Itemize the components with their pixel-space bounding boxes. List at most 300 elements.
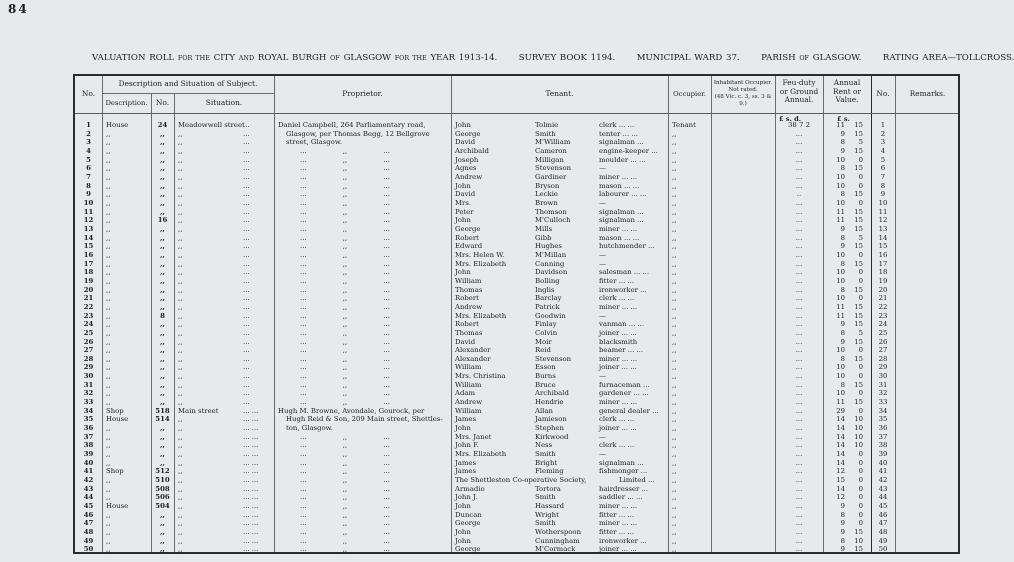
tenant-first-name: Andrew <box>455 398 483 407</box>
situation-dots: ... <box>243 380 250 389</box>
tenant-occupation: miner ... ... <box>599 502 638 511</box>
rent-pounds: 10 <box>836 181 845 190</box>
header-inhabitant-line1: Inhabitant Occupier. <box>713 80 773 86</box>
rent-pounds: 8 <box>840 164 845 173</box>
description: ,, <box>106 328 111 337</box>
proprietor-ditto: ... ,, ... <box>300 224 390 233</box>
proprietor-ditto: ... ,, ... <box>300 484 390 493</box>
house-number: ,, <box>160 450 165 459</box>
situation-dots: ... <box>243 129 250 138</box>
rent-pounds: 8 <box>840 536 845 545</box>
rent-pounds: 9 <box>840 146 845 155</box>
row-number: 49 <box>83 536 94 545</box>
occupier: ,, <box>672 415 677 424</box>
situation: ,, <box>178 224 183 233</box>
feu-duty: ... <box>795 432 803 441</box>
rent-pounds: 10 <box>836 363 845 372</box>
row-number-right: 32 <box>878 389 888 398</box>
header-situation: Situation. <box>205 98 243 107</box>
situation-dots: ... <box>243 224 250 233</box>
tenant-occupation: fitter ... ... <box>599 276 635 285</box>
house-number: ,, <box>160 363 165 372</box>
house-number: ,, <box>160 164 165 173</box>
header-rent-line3: Value. <box>835 95 859 104</box>
rent-shillings: 0 <box>858 268 863 277</box>
feu-duty: ... <box>795 519 803 528</box>
table-row <box>75 199 958 208</box>
feu-duty: ... <box>795 181 803 190</box>
description: ,, <box>106 311 111 320</box>
situation-dots: ... ... <box>243 432 259 441</box>
house-number: ,, <box>160 320 165 329</box>
tenant-occupation: moulder ... ... <box>599 155 646 164</box>
proprietor-ditto: ... ,, ... <box>300 190 390 199</box>
tenant-first-name: John <box>455 216 471 225</box>
rent-shillings: 0 <box>858 172 863 181</box>
occupier: ,, <box>672 476 677 485</box>
rating-area: RATING AREA—TOLLCROSS. <box>882 53 1014 63</box>
rent-pounds: 14 <box>836 484 845 493</box>
tenant-first-name: William <box>455 406 482 415</box>
occupier: ,, <box>672 406 677 415</box>
row-number: 20 <box>83 285 94 294</box>
table-row <box>75 450 958 459</box>
tenant-first-name: Robert <box>455 233 479 242</box>
row-number: 41 <box>83 467 94 476</box>
rent-shillings: 15 <box>854 311 863 320</box>
row-number: 45 <box>83 502 94 511</box>
occupier: ,, <box>672 354 677 363</box>
table-row <box>75 147 958 156</box>
row-number: 1 <box>86 121 91 129</box>
tenant-first-name: Robert <box>455 320 479 329</box>
row-number: 35 <box>83 415 94 424</box>
tenant-occupation: joiner ... ... <box>599 363 637 372</box>
occupier: ,, <box>672 337 677 346</box>
rent-pounds: 11 <box>836 121 845 129</box>
house-number: 510 <box>155 476 170 485</box>
tenant-last-name: Hendrie <box>535 398 564 407</box>
rent-shillings: 10 <box>854 432 863 441</box>
situation: Main street <box>178 406 219 415</box>
situation: ,, <box>178 372 183 381</box>
row-number-right: 5 <box>880 155 886 164</box>
feu-duty: ... <box>795 155 803 164</box>
occupier: ,, <box>672 224 677 233</box>
tenant-first-name: George <box>455 545 481 554</box>
tenant-first-name: John <box>455 536 471 545</box>
house-number: ,, <box>160 389 165 398</box>
occupier: ,, <box>672 302 677 311</box>
tenant-first-name: John <box>455 424 471 433</box>
table-row <box>75 277 958 286</box>
situation-dots: ... <box>243 311 250 320</box>
table-row <box>75 493 958 502</box>
tenant-last-name: Allan <box>535 406 553 415</box>
occupier: ,, <box>672 250 677 259</box>
situation-dots: ... <box>243 363 250 372</box>
tenant-occupation: mason ... ... <box>599 181 640 190</box>
situation-dots: ... ... <box>243 510 259 519</box>
proprietor-ditto: ... ,, ... <box>300 441 390 450</box>
rent-pounds: 9 <box>840 519 845 528</box>
rent-pounds: 10 <box>836 172 845 181</box>
tenant-occupation: signalman ... <box>599 216 644 225</box>
description: ,, <box>106 380 111 389</box>
situation: ,, <box>178 441 183 450</box>
tenant-last-name: Burns <box>535 372 556 381</box>
situation: ,, <box>178 294 183 303</box>
tenant-occupation: miner ... ... <box>599 224 638 233</box>
header-subdivider <box>102 93 274 94</box>
title-for-the: FOR THE <box>177 54 210 62</box>
row-number-right: 41 <box>878 467 888 476</box>
house-number: ,, <box>160 519 165 528</box>
tenant-last-name: Hughes <box>535 242 562 251</box>
tenant-last-name: Archibald <box>535 389 569 398</box>
municipal-ward: MUNICIPAL WARD 37. <box>636 53 740 63</box>
tenant-occupation: hutchmender ... <box>599 242 655 251</box>
situation: ,, <box>178 328 183 337</box>
house-number: ,, <box>160 337 165 346</box>
feu-duty: ... <box>795 294 803 303</box>
situation-dots: ... <box>243 146 250 155</box>
situation-dots: ... <box>243 121 250 129</box>
occupier: ,, <box>672 198 677 207</box>
proprietor-ditto: ... ,, ... <box>300 545 390 554</box>
table-row <box>75 511 958 520</box>
proprietor-ditto: ... ,, ... <box>300 302 390 311</box>
situation: ,, <box>178 320 183 329</box>
occupier: ,, <box>672 129 677 138</box>
proprietor-1-line2: Glasgow, per Thomas Begg, 12 Bellgrove <box>286 129 430 138</box>
table-row <box>75 545 958 554</box>
row-number: 26 <box>83 337 94 346</box>
situation-dots: ... <box>243 181 250 190</box>
row-number-right: 3 <box>880 138 886 147</box>
row-number: 11 <box>83 207 94 216</box>
tenant-occupation: joiner ... ... <box>599 424 637 433</box>
feu-duty: .. <box>796 190 802 199</box>
house-number: ,, <box>160 424 165 433</box>
tenant-last-name: Smith <box>535 450 556 459</box>
feu-duty: ... <box>795 164 803 173</box>
situation-dots: ... <box>243 389 250 398</box>
house-number: ,, <box>160 242 165 251</box>
tenant-occupation: tenter ... ... <box>599 129 638 138</box>
document-title <box>92 53 1014 63</box>
occupier: ,, <box>672 268 677 277</box>
description: House <box>106 502 129 511</box>
tenant-first-name: Robert <box>455 294 479 303</box>
description: ,, <box>106 398 111 407</box>
title-city: CITY <box>213 53 236 63</box>
tenant-last-name: Tolmie <box>535 121 559 129</box>
table-row <box>75 424 958 433</box>
situation: ,, <box>178 302 183 311</box>
proprietor-ditto: ... ,, ... <box>300 528 390 537</box>
house-number: ,, <box>160 224 165 233</box>
description: ,, <box>106 242 111 251</box>
feu-duty: ... <box>795 172 803 181</box>
description: ,, <box>106 268 111 277</box>
rent-shillings: 0 <box>858 406 863 415</box>
proprietor-ditto: ... ,, ... <box>300 216 390 225</box>
house-number: 504 <box>155 502 170 511</box>
occupier: ,, <box>672 363 677 372</box>
row-number: 36 <box>83 424 94 433</box>
situation: ,, <box>178 172 183 181</box>
rent-pounds: 8 <box>840 285 845 294</box>
title-for-the-2: FOR THE <box>394 54 427 62</box>
table-row <box>75 502 958 511</box>
situation: ,, <box>178 450 183 459</box>
row-number: 42 <box>83 476 94 485</box>
table-row <box>75 338 958 347</box>
occupier: ,, <box>672 458 677 467</box>
table-row <box>75 476 958 485</box>
table-row <box>75 407 958 416</box>
situation: ,, <box>178 493 183 502</box>
tenant-last-name: Colvin <box>535 328 558 337</box>
row-number: 40 <box>83 458 94 467</box>
parish-label: PARISH <box>761 53 796 63</box>
row-number: 48 <box>83 528 94 537</box>
table-row <box>75 389 958 398</box>
proprietor-ditto: ... ,, ... <box>300 276 390 285</box>
table-row <box>75 234 958 243</box>
table-row <box>75 164 958 173</box>
occupier: ,, <box>672 536 677 545</box>
description: ,, <box>106 389 111 398</box>
situation: ,, <box>178 190 183 199</box>
situation: ,, <box>178 198 183 207</box>
proprietor-ditto: ... ,, ... <box>300 320 390 329</box>
rent-shillings: 15 <box>854 224 863 233</box>
feu-duty: ... <box>795 528 803 537</box>
tenant-first-name: David <box>455 190 476 199</box>
tenant-occupation: signalman ... <box>599 138 644 147</box>
situation: ,, <box>178 233 183 242</box>
tenant-occupation: general dealer ... <box>599 406 659 415</box>
proprietor-ditto: ... ,, ... <box>300 198 390 207</box>
house-number: ,, <box>160 138 165 147</box>
proprietor-ditto: ... ,, ... <box>300 328 390 337</box>
row-number: 22 <box>83 302 94 311</box>
rent-pounds: 8 <box>840 354 845 363</box>
tenant-last-name: Smith <box>535 519 556 528</box>
proprietor-ditto: ... ,, ... <box>300 380 390 389</box>
row-number-right: 6 <box>880 164 886 173</box>
rent-pounds: 9 <box>840 502 845 511</box>
row-number-right: 23 <box>878 311 888 320</box>
proprietor-ditto: ... ,, ... <box>300 536 390 545</box>
feu-duty: ... <box>795 224 803 233</box>
description: ,, <box>106 224 111 233</box>
house-number: ,, <box>160 250 165 259</box>
table-row <box>75 537 958 546</box>
situation-dots: ... ... <box>243 476 259 485</box>
situation: ,, <box>178 536 183 545</box>
table-row <box>75 459 958 468</box>
tenant-first-name: William <box>455 363 482 372</box>
proprietor-2-line1: Hugh M. Browne, Avondale, Gourock, per <box>278 406 425 415</box>
table-row <box>75 173 958 182</box>
tenant-occupation: joiner ... ... <box>599 545 637 554</box>
rent-shillings: 10 <box>854 441 863 450</box>
tenant-first-name: Mrs. <box>455 198 472 207</box>
tenant-occupation: — <box>599 250 606 259</box>
tenant-occupation: clerk ... ... <box>599 415 635 424</box>
rent-pounds: 9 <box>840 337 845 346</box>
situation: ,, <box>178 415 183 424</box>
description: ,, <box>106 216 111 225</box>
header-divider <box>75 113 958 114</box>
situation: ,, <box>178 502 183 511</box>
tenant-first-name: Armadio <box>455 484 485 493</box>
situation-dots: ... <box>243 372 250 381</box>
situation-dots: ... <box>243 233 250 242</box>
tenant-first-name: Thomas <box>455 328 483 337</box>
rent-pounds: 8 <box>840 380 845 389</box>
rent-pounds: 14 <box>836 458 845 467</box>
row-number: 5 <box>86 155 91 164</box>
tenant-last-name: Reid <box>535 346 551 355</box>
situation: ,, <box>178 424 183 433</box>
tenant-first-name: The Shettleston Co-operative Society, <box>455 476 587 485</box>
row-number-right: 33 <box>878 398 888 407</box>
parish-name: GLASGOW. <box>812 53 862 63</box>
proprietor-ditto: ... ,, ... <box>300 502 390 511</box>
table-row <box>75 398 958 407</box>
tenant-occupation: ironworker ... <box>599 285 647 294</box>
occupier: ,, <box>672 320 677 329</box>
rent-pounds: 9 <box>840 129 845 138</box>
title-royal-burgh: ROYAL BURGH <box>257 53 327 63</box>
row-number-right: 40 <box>878 458 888 467</box>
rent-pounds: 10 <box>836 346 845 355</box>
house-number: 512 <box>155 467 170 476</box>
feu-duty: ... <box>795 216 803 225</box>
rent-pounds: 10 <box>836 268 845 277</box>
rent-shillings: 0 <box>858 458 863 467</box>
occupier: ,, <box>672 398 677 407</box>
house-number: ,, <box>160 190 165 199</box>
description: ,, <box>106 536 111 545</box>
situation-dots: ... ... <box>243 484 259 493</box>
tenant-occupation: fitter ... ... <box>599 510 635 519</box>
situation-dots: ... <box>243 320 250 329</box>
situation-dots: ... ... <box>243 519 259 528</box>
row-number: 32 <box>83 389 94 398</box>
rent-pounds: 10 <box>836 389 845 398</box>
header-no-2: No. <box>876 89 890 98</box>
description: ,, <box>106 172 111 181</box>
feu-duty: 38 7 2 <box>788 121 810 129</box>
row-number: 43 <box>83 484 94 493</box>
row-number: 4 <box>86 146 91 155</box>
tenant-occupation: blacksmith <box>599 337 638 346</box>
row-number-right: 35 <box>878 415 888 424</box>
row-number-right: 20 <box>878 285 888 294</box>
tenant-last-name: Bruce <box>535 380 556 389</box>
rent-shillings: 0 <box>858 502 863 511</box>
rent-shillings: 15 <box>854 190 863 199</box>
rent-pounds: 14 <box>836 424 845 433</box>
tenant-first-name: Duncan <box>455 510 482 519</box>
situation-dots: ... <box>243 172 250 181</box>
rent-pounds: 8 <box>840 259 845 268</box>
proprietor-ditto: ... ,, ... <box>300 519 390 528</box>
feu-duty: ... <box>795 493 803 502</box>
tenant-last-name: Brown <box>535 198 558 207</box>
rent-shillings: 15 <box>854 207 863 216</box>
tenant-last-name: Thomson <box>535 207 567 216</box>
tenant-occupation: fishmonger ... <box>599 467 648 476</box>
row-number-right: 37 <box>878 432 888 441</box>
row-number-right: 21 <box>878 294 888 303</box>
occupier: ,, <box>672 294 677 303</box>
situation-dots: ... <box>243 155 250 164</box>
description: ,, <box>106 138 111 147</box>
house-number: 16 <box>157 216 168 225</box>
proprietor-ditto: ... ,, ... <box>300 458 390 467</box>
description: ,, <box>106 294 111 303</box>
situation-dots: ... <box>243 328 250 337</box>
table-row <box>75 467 958 476</box>
tenant-occupation: mason ... ... <box>599 233 640 242</box>
row-number-right: 22 <box>878 302 888 311</box>
tenant-first-name: Mrs. Christina <box>455 372 506 381</box>
row-number: 46 <box>83 510 94 519</box>
situation: ,, <box>178 129 183 138</box>
table-row <box>75 485 958 494</box>
row-number: 30 <box>83 372 94 381</box>
proprietor-ditto: ... ,, ... <box>300 398 390 407</box>
situation-dots: ... <box>243 354 250 363</box>
tenant-occupation: — <box>599 450 606 459</box>
tenant-first-name: Alexander <box>455 346 491 355</box>
situation-dots: ... ... <box>243 493 259 502</box>
feu-duty: ... <box>795 424 803 433</box>
tenant-first-name: Edward <box>455 242 483 251</box>
description: ,, <box>106 458 111 467</box>
tenant-last-name: Esson <box>535 363 556 372</box>
description: House <box>106 121 129 129</box>
feu-duty: ... <box>795 242 803 251</box>
tenant-occupation: — <box>599 432 606 441</box>
header-feu-duty <box>775 79 823 105</box>
row-number: 18 <box>83 268 94 277</box>
tenant-last-name: Leckie <box>535 190 558 199</box>
row-number: 28 <box>83 354 94 363</box>
row-number-right: 42 <box>878 476 888 485</box>
feu-duty: ... <box>795 502 803 511</box>
header-inhabitant-line2: Not rated. <box>728 87 758 93</box>
occupier: ,, <box>672 502 677 511</box>
tenant-last-name: Hassard <box>535 502 565 511</box>
tenant-last-name: Ness <box>535 441 553 450</box>
description: ,, <box>106 250 111 259</box>
row-number-right: 19 <box>878 276 888 285</box>
description: ,, <box>106 493 111 502</box>
tenant-first-name: Archibald <box>455 146 489 155</box>
tenant-last-name: M'Cormack <box>535 545 576 554</box>
house-number: ,, <box>160 294 165 303</box>
tenant-first-name: Mrs. Elizabeth <box>455 259 507 268</box>
situation: ,, <box>178 242 183 251</box>
rent-shillings: 15 <box>854 259 863 268</box>
